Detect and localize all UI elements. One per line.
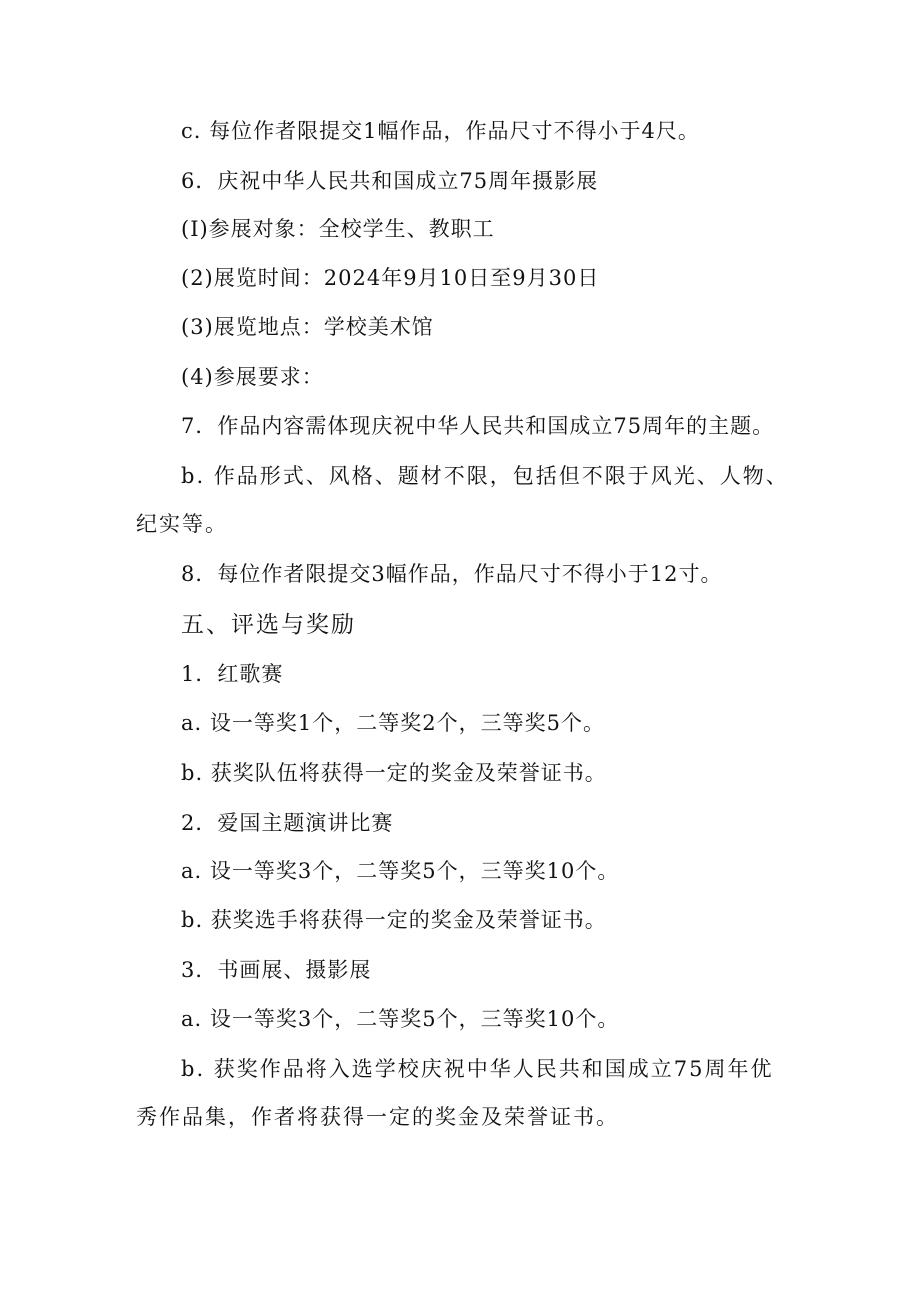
text-line-red-song-rewards: b. 获奖队伍将获得一定的奖金及荣誉证书。 (181, 761, 607, 785)
text-line-art-prizes: a. 设一等奖3个，二等奖5个，三等奖10个。 (181, 1007, 620, 1031)
text-line-speech-contest: 2．爱国主题演讲比赛 (181, 811, 394, 835)
text-line-speech-rewards: b. 获奖选手将获得一定的奖金及荣誉证书。 (181, 908, 607, 932)
text-line-requirements: (4)参展要求： (181, 365, 324, 389)
text-line-photo-exhibition-title: 6．庆祝中华人民共和国成立75周年摄影展 (181, 169, 599, 193)
text-line-art-exhibition: 3．书画展、摄影展 (181, 958, 372, 982)
text-line-photo-submission-limit: c. 每位作者限提交1幅作品，作品尺寸不得小于4尺。 (181, 119, 700, 143)
text-line-photo-size-limit: 8．每位作者限提交3幅作品，作品尺寸不得小于12寸。 (181, 562, 723, 586)
text-line-exhibition-location: (3)展览地点：学校美术馆 (181, 315, 434, 339)
text-paragraph-work-form: b. 作品形式、风格、题材不限，包括但不限于风光、人物、纪实等。 (136, 464, 789, 536)
text-line-speech-prizes: a. 设一等奖3个，二等奖5个，三等奖10个。 (181, 859, 620, 883)
text-line-participants: (I)参展对象：全校学生、教职工 (181, 217, 495, 241)
text-line-exhibition-time: (2)展览时间：2024年9月10日至9月30日 (181, 266, 600, 290)
text-paragraph-art-rewards: b. 获奖作品将入选学校庆祝中华人民共和国成立75周年优秀作品集，作者将获得一定的奖金及荣誉证书。 (136, 1057, 774, 1129)
text-line-content-theme: 7．作品内容需体现庆祝中华人民共和国成立75周年的主题。 (181, 414, 775, 438)
text-line-red-song-contest: 1．红歌赛 (181, 662, 284, 686)
text-line-red-song-prizes: a. 设一等奖1个，二等奖2个，三等奖5个。 (181, 711, 605, 735)
section-heading-awards: 五、评选与奖励 (181, 612, 356, 638)
